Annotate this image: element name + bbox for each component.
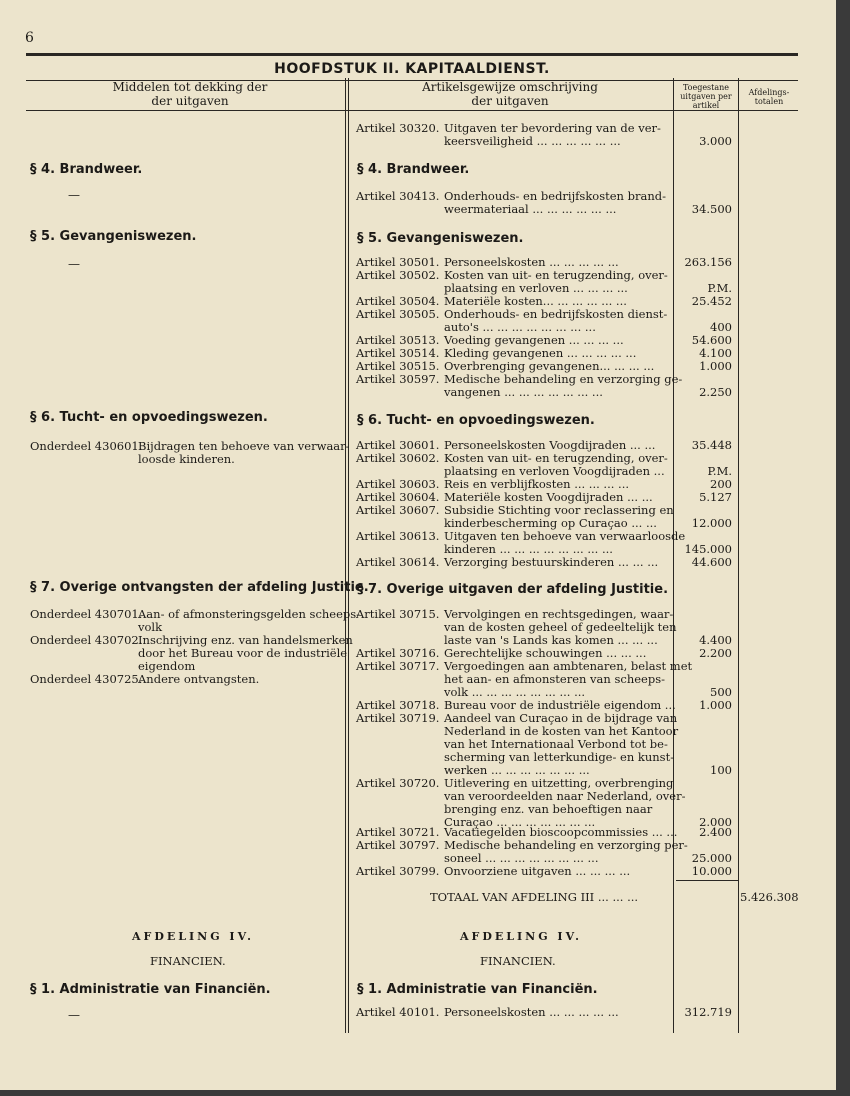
- left-item-line: Andere ontvangsten.: [138, 672, 260, 686]
- article-description-line: auto's ... ... ... ... ... ... ... ...: [444, 320, 596, 334]
- article-amount: 10.000: [691, 864, 732, 878]
- article-description-line: Vacatiegelden bioscoopcommissies ... ...: [444, 825, 678, 839]
- section-7-left: § 7. Overige ontvangsten der afdeling Justitie.: [30, 580, 369, 595]
- article-description-line: van veroordeelden naar Nederland, over-: [444, 789, 686, 803]
- dash-s1: —: [68, 1008, 80, 1022]
- article-description-line: werken ... ... ... ... ... ... ...: [444, 763, 590, 777]
- section-1-right: § 1. Administratie van Financiën.: [357, 982, 598, 997]
- article-description-line: Uitgaven ten behoeve van verwaarloosde: [444, 529, 686, 543]
- article-description-line: keersveiligheid ... ... ... ... ... ...: [444, 134, 621, 148]
- article-description: [444, 556, 658, 569]
- left-item-line: Bijdragen ten behoeve van verwaar-: [138, 439, 350, 453]
- article-amount: 54.600: [691, 333, 732, 347]
- article-amount: 2.000: [699, 815, 732, 829]
- article-description: [444, 1006, 619, 1019]
- article-description-line: Curaçao ... ... ... ... ... ... ...: [444, 815, 596, 829]
- article-amount: P.M.: [707, 464, 732, 478]
- left-item: [30, 673, 142, 686]
- header-afdelings: [740, 88, 798, 106]
- left-item-desc: [138, 673, 259, 686]
- article-description-line: Reis en verblijfkosten ... ... ... ...: [444, 477, 630, 491]
- article-code: Artikel 30320.: [356, 121, 440, 135]
- header-left: [60, 80, 320, 108]
- article-description-line: Medische behandeling en verzorging per-: [444, 838, 688, 852]
- article-description-line: Materiële kosten Voogdijraden ... ...: [444, 490, 653, 504]
- subtotal-rule: [676, 880, 738, 881]
- article-description-line: Kleding gevangenen ... ... ... ... ...: [444, 346, 637, 360]
- article-description-line: Personeelskosten ... ... ... ... ...: [444, 1005, 619, 1019]
- afdeling-title-left: AFDELING IV.: [132, 930, 255, 943]
- left-item-code: Onderdeel 430702.: [30, 633, 143, 647]
- header-left-line1: Middelen tot dekking der: [112, 80, 268, 94]
- left-item: [30, 440, 142, 453]
- article-description-line: van het Internationaal Verbond tot be-: [444, 737, 668, 751]
- article-code: Artikel 30797.: [356, 838, 440, 852]
- article-description-line: weermateriaal ... ... ... ... ... ...: [444, 202, 617, 216]
- left-item-code: Onderdeel 430701.: [30, 607, 143, 621]
- header-toegestane-line1: Toegestane: [682, 83, 730, 92]
- article-description: [444, 608, 677, 647]
- article-description: [444, 712, 678, 777]
- article-code: Artikel 30607.: [356, 503, 440, 517]
- article-amount: 44.600: [691, 555, 732, 569]
- article-amount: 4.100: [699, 346, 732, 360]
- article-description: [444, 452, 668, 478]
- article-description-line: Onderhouds- en bedrijfskosten brand-: [444, 189, 666, 203]
- article-amount: 25.452: [691, 294, 732, 308]
- article-description-line: Kosten van uit- en terugzending, over-: [444, 268, 668, 282]
- dash-s5: —: [68, 257, 80, 271]
- section-4-left: § 4. Brandweer.: [30, 162, 143, 177]
- article-description-line: Kosten van uit- en terugzending, over-: [444, 451, 668, 465]
- column-divider-left-double: [348, 78, 349, 1033]
- article-amount: P.M.: [707, 281, 732, 295]
- left-item-line: door het Bureau voor de industriële: [138, 646, 348, 660]
- total-label: TOTAAL VAN AFDELING III ... ... ...: [430, 890, 639, 904]
- article-description: [444, 190, 666, 216]
- article-description-line: van de kosten geheel of gedeeltelijk ten: [444, 620, 677, 634]
- article-amount: 5.127: [699, 490, 732, 504]
- article-description-line: Subsidie Stichting voor reclassering en: [444, 503, 674, 517]
- column-divider-left: [345, 78, 346, 1033]
- section-5-right: § 5. Gevangeniswezen.: [357, 231, 524, 246]
- article-code: Artikel 30597.: [356, 372, 440, 386]
- left-item-line: loosde kinderen.: [138, 452, 235, 466]
- article-code: Artikel 30720.: [356, 776, 440, 790]
- article-description: [444, 269, 668, 295]
- article-code: Artikel 30505.: [356, 307, 440, 321]
- article-code: Artikel 30799.: [356, 864, 440, 878]
- article-description-line: volk ... ... ... ... ... ... ... ...: [444, 685, 586, 699]
- article-amount: 400: [710, 320, 732, 334]
- header-afdelings-line1: Afdelings-: [748, 88, 790, 97]
- article-amount: 4.400: [699, 633, 732, 647]
- article-description: [444, 122, 661, 148]
- article-description-line: Gerechtelijke schouwingen ... ... ...: [444, 646, 647, 660]
- article-description-line: Onvoorziene uitgaven ... ... ... ...: [444, 864, 631, 878]
- article-description-line: Onderhouds- en bedrijfskosten dienst-: [444, 307, 668, 321]
- article-code: Artikel 30513.: [356, 333, 440, 347]
- article-code: Artikel 30717.: [356, 659, 440, 673]
- total-amount: 5.426.308: [740, 890, 799, 904]
- afdeling-title-right: AFDELING IV.: [460, 930, 583, 943]
- article-amount: 2.400: [699, 825, 732, 839]
- left-item-desc: [138, 608, 360, 634]
- article-description-line: Aandeel van Curaçao in de bijdrage van: [444, 711, 678, 725]
- article-amount: 12.000: [691, 516, 732, 530]
- header-middle: [360, 80, 660, 108]
- article-code: Artikel 30721.: [356, 825, 440, 839]
- article-description-line: Personeelskosten ... ... ... ... ...: [444, 255, 619, 269]
- header-toegestane: [674, 83, 738, 110]
- chapter-title: HOOFDSTUK II. KAPITAALDIENST.: [26, 53, 798, 81]
- article-description-line: scherming van letterkundige- en kunst-: [444, 750, 675, 764]
- header-middle-line2: der uitgaven: [471, 94, 549, 108]
- section-6-left: § 6. Tucht- en opvoedingswezen.: [30, 410, 268, 425]
- article-code: Artikel 30718.: [356, 698, 440, 712]
- column-divider-total: [738, 78, 739, 1033]
- article-description: [444, 660, 692, 699]
- article-amount: 312.719: [684, 1005, 732, 1019]
- article-amount: 263.156: [684, 255, 732, 269]
- header-toegestane-line2: uitgaven per: [680, 92, 732, 101]
- left-item: [30, 608, 142, 621]
- article-amount: 35.448: [691, 438, 732, 452]
- article-code: Artikel 40101.: [356, 1005, 440, 1019]
- article-amount: 1.000: [699, 698, 732, 712]
- article-amount: 1.000: [699, 359, 732, 373]
- article-description-line: Materiële kosten... ... ... ... ... ...: [444, 294, 627, 308]
- article-description-line: kinderen ... ... ... ... ... ... ... ...: [444, 542, 613, 556]
- article-description-line: Vergoedingen aan ambtenaren, belast met: [444, 659, 693, 673]
- article-description-line: Bureau voor de industriële eigendom ...: [444, 698, 676, 712]
- section-5-left: § 5. Gevangeniswezen.: [30, 229, 197, 244]
- article-amount: 25.000: [691, 851, 732, 865]
- article-code: Artikel 30601.: [356, 438, 440, 452]
- left-item-line: eigendom: [138, 659, 196, 673]
- article-description-line: Uitlevering en uitzetting, overbrenging: [444, 776, 674, 790]
- left-item-line: Inschrijving enz. van handelsmerken: [138, 633, 353, 647]
- left-item-desc: [138, 440, 350, 466]
- article-description: [444, 839, 688, 865]
- article-code: Artikel 30602.: [356, 451, 440, 465]
- article-code: Artikel 30715.: [356, 607, 440, 621]
- header-middle-line1: Artikelsgewijze omschrijving: [422, 80, 598, 94]
- article-description: [444, 308, 667, 334]
- article-description-line: brenging enz. van behoeftigen naar: [444, 802, 653, 816]
- page-number: 6: [25, 30, 34, 46]
- article-description-line: plaatsing en verloven Voogdijraden ...: [444, 464, 665, 478]
- dash-s4: —: [68, 188, 80, 202]
- article-code: Artikel 30515.: [356, 359, 440, 373]
- article-description-line: laste van 's Lands kas komen ... ... ...: [444, 633, 658, 647]
- header-afdelings-line2: totalen: [754, 97, 784, 106]
- article-amount: 2.200: [699, 646, 732, 660]
- article-description: [444, 777, 685, 829]
- header-rule: [26, 110, 798, 111]
- article-description: [444, 530, 685, 556]
- header-left-line2: der uitgaven: [151, 94, 229, 108]
- article-amount: 34.500: [691, 202, 732, 216]
- article-description: [444, 373, 682, 399]
- article-amount: 100: [710, 763, 732, 777]
- left-item-desc: [138, 634, 353, 673]
- article-amount: 3.000: [699, 134, 732, 148]
- article-code: Artikel 30603.: [356, 477, 440, 491]
- section-4-right: § 4. Brandweer.: [357, 162, 470, 177]
- article-amount: 145.000: [684, 542, 732, 556]
- left-item-line: volk: [138, 620, 163, 634]
- article-description-line: Vervolgingen en rechtsgedingen, waar-: [444, 607, 674, 621]
- financien-left: FINANCIEN.: [150, 954, 226, 968]
- left-item: [30, 634, 142, 647]
- financien-right: FINANCIEN.: [480, 954, 556, 968]
- article-code: Artikel 30502.: [356, 268, 440, 282]
- article-description-line: soneel ... ... ... ... ... ... ... ...: [444, 851, 599, 865]
- article-description-line: Overbrenging gevangenen... ... ... ...: [444, 359, 655, 373]
- section-1-left: § 1. Administratie van Financiën.: [30, 982, 271, 997]
- article-description-line: Uitgaven ter bevordering van de ver-: [444, 121, 661, 135]
- article-code: Artikel 30719.: [356, 711, 440, 725]
- article-description-line: Verzorging bestuurskinderen ... ... ...: [444, 555, 659, 569]
- article-code: Artikel 30613.: [356, 529, 440, 543]
- article-description-line: het aan- en afmonsteren van scheeps-: [444, 672, 665, 686]
- article-description: [444, 504, 674, 530]
- left-item-line: Aan- of afmonsteringsgelden scheeps-: [138, 607, 361, 621]
- section-7-right: § 7. Overige uitgaven der afdeling Justitie.: [357, 582, 669, 597]
- article-amount: 500: [710, 685, 732, 699]
- article-code: Artikel 30413.: [356, 189, 440, 203]
- article-amount: 200: [710, 477, 732, 491]
- section-6-right: § 6. Tucht- en opvoedingswezen.: [357, 413, 595, 428]
- article-code: Artikel 30501.: [356, 255, 440, 269]
- article-code: Artikel 30514.: [356, 346, 440, 360]
- left-item-code: Onderdeel 430725.: [30, 672, 143, 686]
- header-toegestane-line3: artikel: [692, 101, 720, 110]
- article-description-line: Voeding gevangenen ... ... ... ...: [444, 333, 624, 347]
- article-amount: 2.250: [699, 385, 732, 399]
- article-description-line: Medische behandeling en verzorging ge-: [444, 372, 683, 386]
- article-code: Artikel 30614.: [356, 555, 440, 569]
- article-description: [444, 865, 630, 878]
- article-code: Artikel 30716.: [356, 646, 440, 660]
- article-description-line: kinderbescherming op Curaçao ... ...: [444, 516, 657, 530]
- left-item-code: Onderdeel 430601.: [30, 439, 143, 453]
- article-description-line: plaatsing en verloven ... ... ... ...: [444, 281, 628, 295]
- article-description-line: Nederland in de kosten van het Kantoor: [444, 724, 679, 738]
- article-code: Artikel 30604.: [356, 490, 440, 504]
- article-description-line: Personeelskosten Voogdijraden ... ...: [444, 438, 656, 452]
- article-description-line: vangenen ... ... ... ... ... ... ...: [444, 385, 603, 399]
- article-code: Artikel 30504.: [356, 294, 440, 308]
